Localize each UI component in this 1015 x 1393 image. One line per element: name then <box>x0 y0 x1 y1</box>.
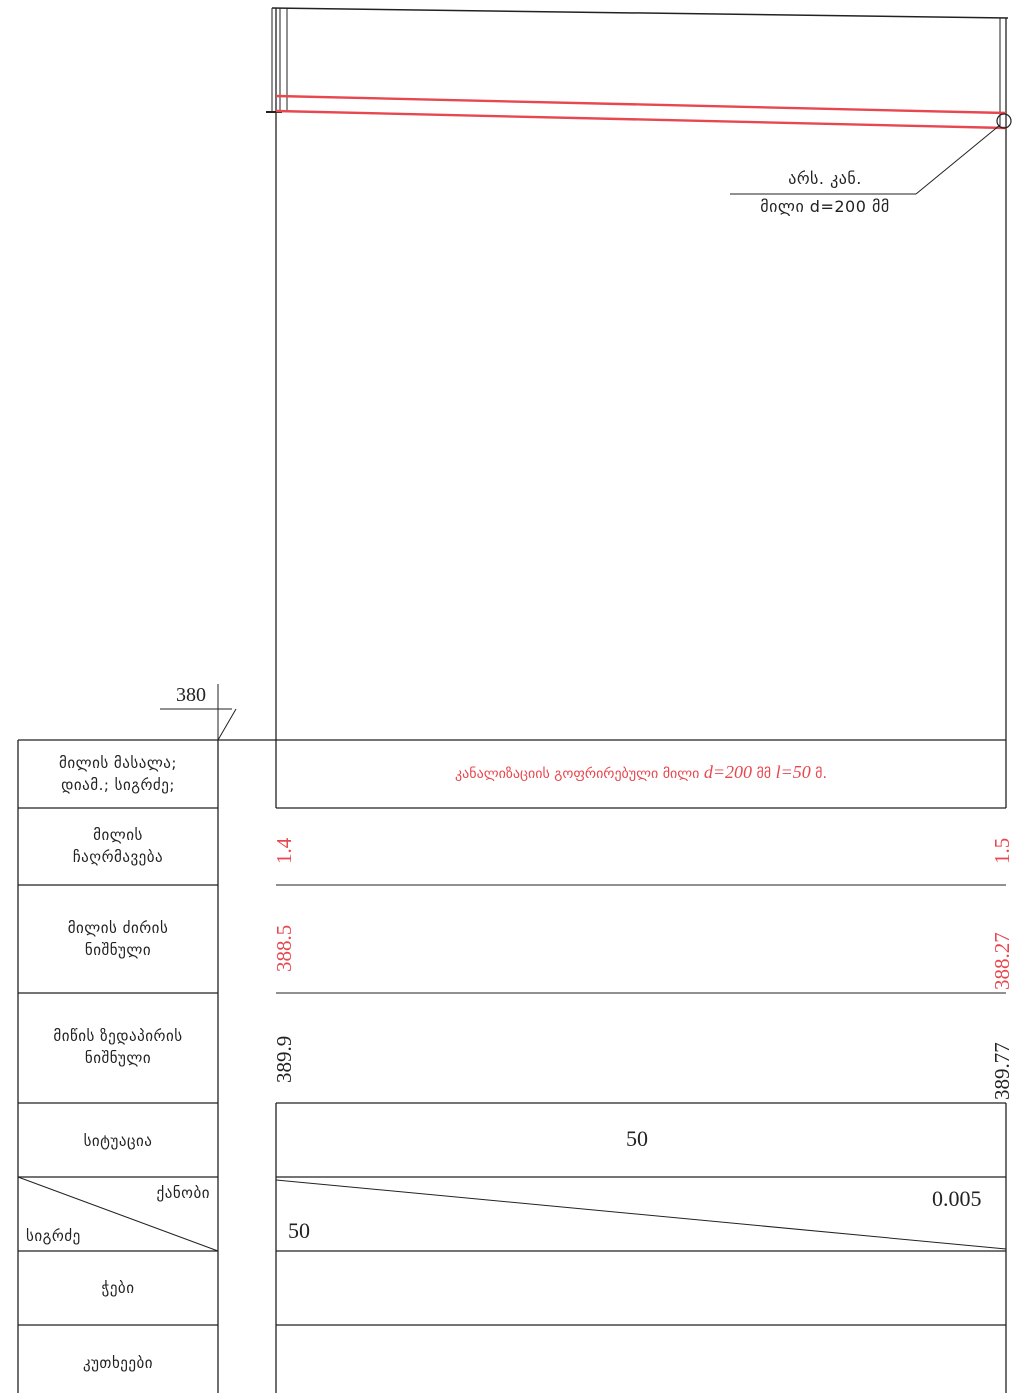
datum-diagonal <box>218 709 236 740</box>
depth-start-value: 1.4 <box>272 837 296 864</box>
row-label-pipe-material-2: დიამ.; სიგრძე; <box>61 776 175 794</box>
bottom-end-value: 388.27 <box>990 932 1014 990</box>
row-label-pipe-bottom-2: ნიშნული <box>84 941 152 959</box>
row-label-pipe-depth-1: მილის <box>93 826 143 844</box>
row-label-situation: სიტუაცია <box>83 1132 153 1150</box>
row-label-pipe-material-1: მილის მასალა; <box>59 754 177 772</box>
plot-top-edge <box>272 8 1008 18</box>
callout-label-1: არს. კან. <box>788 169 862 188</box>
row-label-ground-surface-1: მიწის ზედაპირის <box>53 1027 183 1045</box>
row-label-pipe-depth-2: ჩაღრმავება <box>72 848 164 866</box>
slope-diagonal <box>276 1180 1006 1249</box>
row-label-wells: ჭები <box>101 1279 135 1297</box>
callout-label-2: მილი d=200 მმ <box>760 197 890 216</box>
pipe-top-line <box>276 96 1006 113</box>
situation-value: 50 <box>626 1126 648 1151</box>
length-value: 50 <box>288 1218 310 1243</box>
pipe-spec-diameter: d=200 <box>703 762 753 782</box>
row-label-ground-surface <box>18 1025 218 1069</box>
pipe-bottom-line <box>276 111 1006 128</box>
row-label-pipe-depth <box>18 824 218 868</box>
callout-leader <box>916 125 1000 194</box>
pipe-spec-prefix: კანალიზაციის გოფრირებული მილი <box>455 766 704 782</box>
row-label-ground-surface-2: ნიშნული <box>84 1049 152 1067</box>
pipe-spec-length: l=50 <box>775 762 811 782</box>
row-label-slope: ქანობი <box>156 1184 210 1202</box>
row-label-pipe-bottom-1: მილის ძირის <box>67 919 169 937</box>
slope-value: 0.005 <box>932 1186 982 1211</box>
depth-end-value: 1.5 <box>990 837 1014 864</box>
bottom-start-value: 388.5 <box>272 924 296 972</box>
surface-start-value: 389.9 <box>272 1035 296 1083</box>
pipe-spec-mm: მმ <box>752 766 776 782</box>
row-label-pipe-material <box>18 752 218 796</box>
row-label-pipe-bottom <box>18 917 218 961</box>
datum-value: 380 <box>176 684 206 706</box>
row-label-angles: კუთხეები <box>82 1354 154 1372</box>
surface-end-value: 389.77 <box>990 1042 1014 1100</box>
row-label-length: სიგრძე <box>26 1227 81 1245</box>
pipe-spec <box>276 762 1006 783</box>
pipe-spec-m: მ. <box>810 766 827 782</box>
